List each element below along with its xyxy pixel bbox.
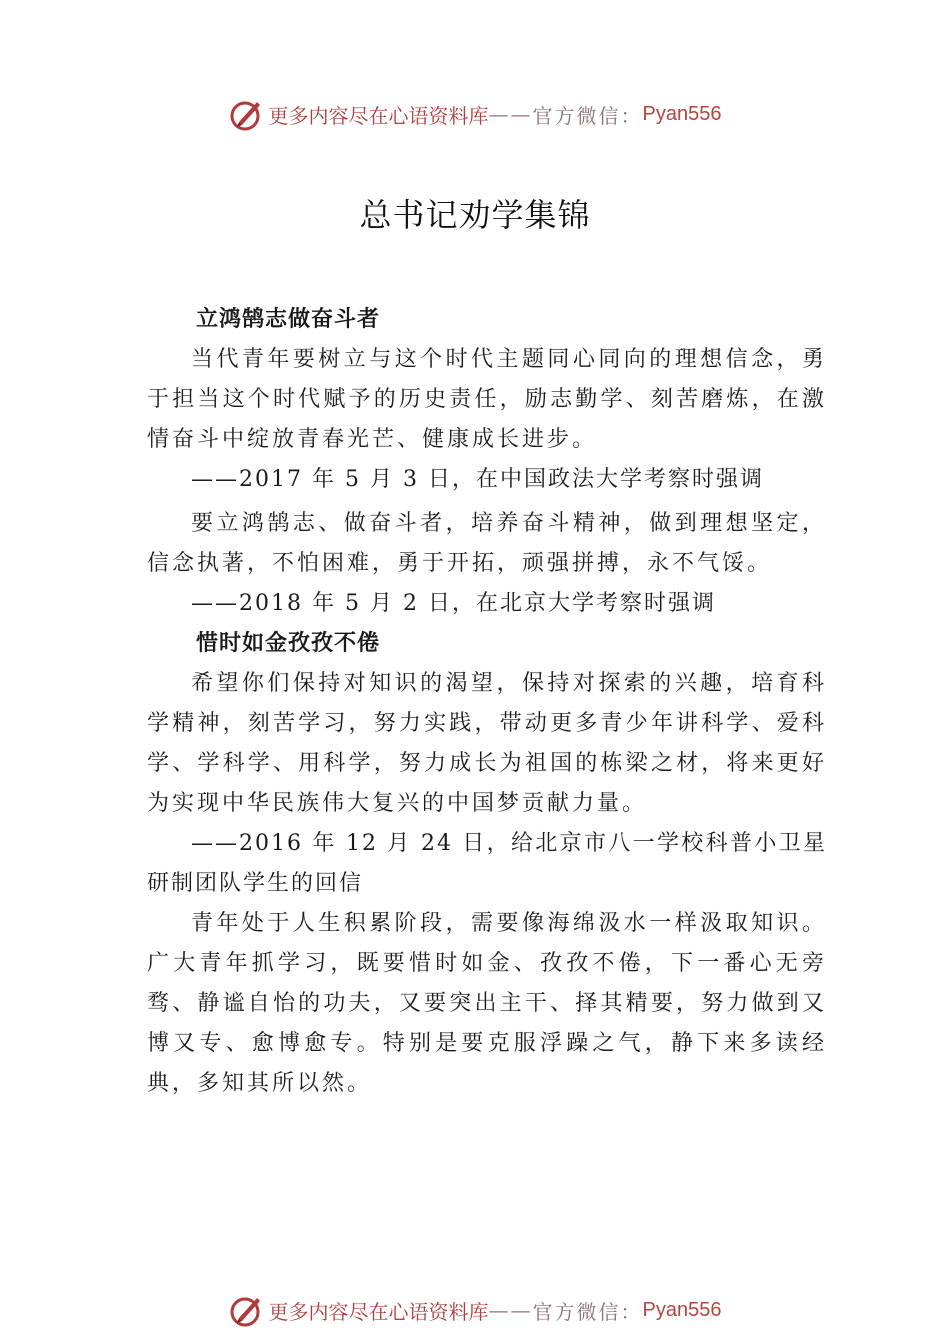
paragraph: 青年处于人生积累阶段，需要像海绵汲水一样汲取知识。广大青年抓学习，既要惜时如金、孜孜不倦，下一番心无旁骛、静谧自怡的功夫，又要突出主干、择其精要，努力做到又博又专、愈博愈专。特别是要克服浮躁之气，静下来多读经典，多知其所以然。 xyxy=(147,911,827,1096)
footer-banner xyxy=(0,1290,950,1330)
banner-wechat-label: 官方微信： xyxy=(532,1299,643,1324)
banner-wechat-label: 官方微信： xyxy=(532,103,643,128)
banner-dash: —— xyxy=(488,1298,533,1322)
source-note: ——2016 年 12 月 24 日，给北京市八一学校科普小卫星研制团队学生的回信 xyxy=(147,831,827,896)
banner-wechat-id: Pyan556 xyxy=(642,102,722,125)
paragraph: 要立鸿鹄志、做奋斗者，培养奋斗精神，做到理想坚定，信念执著，不怕困难，勇于开拓，顽强拼搏，永不气馁。 xyxy=(147,511,827,576)
pen-circle-logo-icon xyxy=(229,1292,265,1328)
document-title: 总书记劝学集锦 xyxy=(359,196,591,234)
paragraph: 希望你们保持对知识的渴望，保持对探索的兴趣，培育科学精神，刻苦学习，努力实践，带动更多青少年讲科学、爱科学、学科学、用科学，努力成长为祖国的栋梁之材，将来更好为实现中华民族伟大复兴的中国梦贡献力量。 xyxy=(147,671,827,816)
section-heading: 立鸿鹄志做奋斗者 xyxy=(196,307,381,332)
banner-wechat-id: Pyan556 xyxy=(642,1298,722,1321)
banner-library-text: 更多内容尽在心语资料库 xyxy=(268,103,489,128)
banner-dash: —— xyxy=(488,102,533,126)
header-banner xyxy=(0,94,950,134)
banner-library-text: 更多内容尽在心语资料库 xyxy=(268,1299,489,1324)
section-heading: 惜时如金孜孜不倦 xyxy=(196,631,381,656)
source-note: ——2017 年 5 月 3 日，在中国政法大学考察时强调 xyxy=(191,467,764,492)
document-body xyxy=(147,300,827,1104)
paragraph: 当代青年要树立与这个时代主题同心同向的理想信念，勇于担当这个时代赋予的历史责任，励志勤学、刻苦磨炼，在激情奋斗中绽放青春光芒、健康成长进步。 xyxy=(147,347,827,452)
pen-circle-logo-icon xyxy=(229,96,265,132)
source-note: ——2018 年 5 月 2 日，在北京大学考察时强调 xyxy=(191,591,716,616)
